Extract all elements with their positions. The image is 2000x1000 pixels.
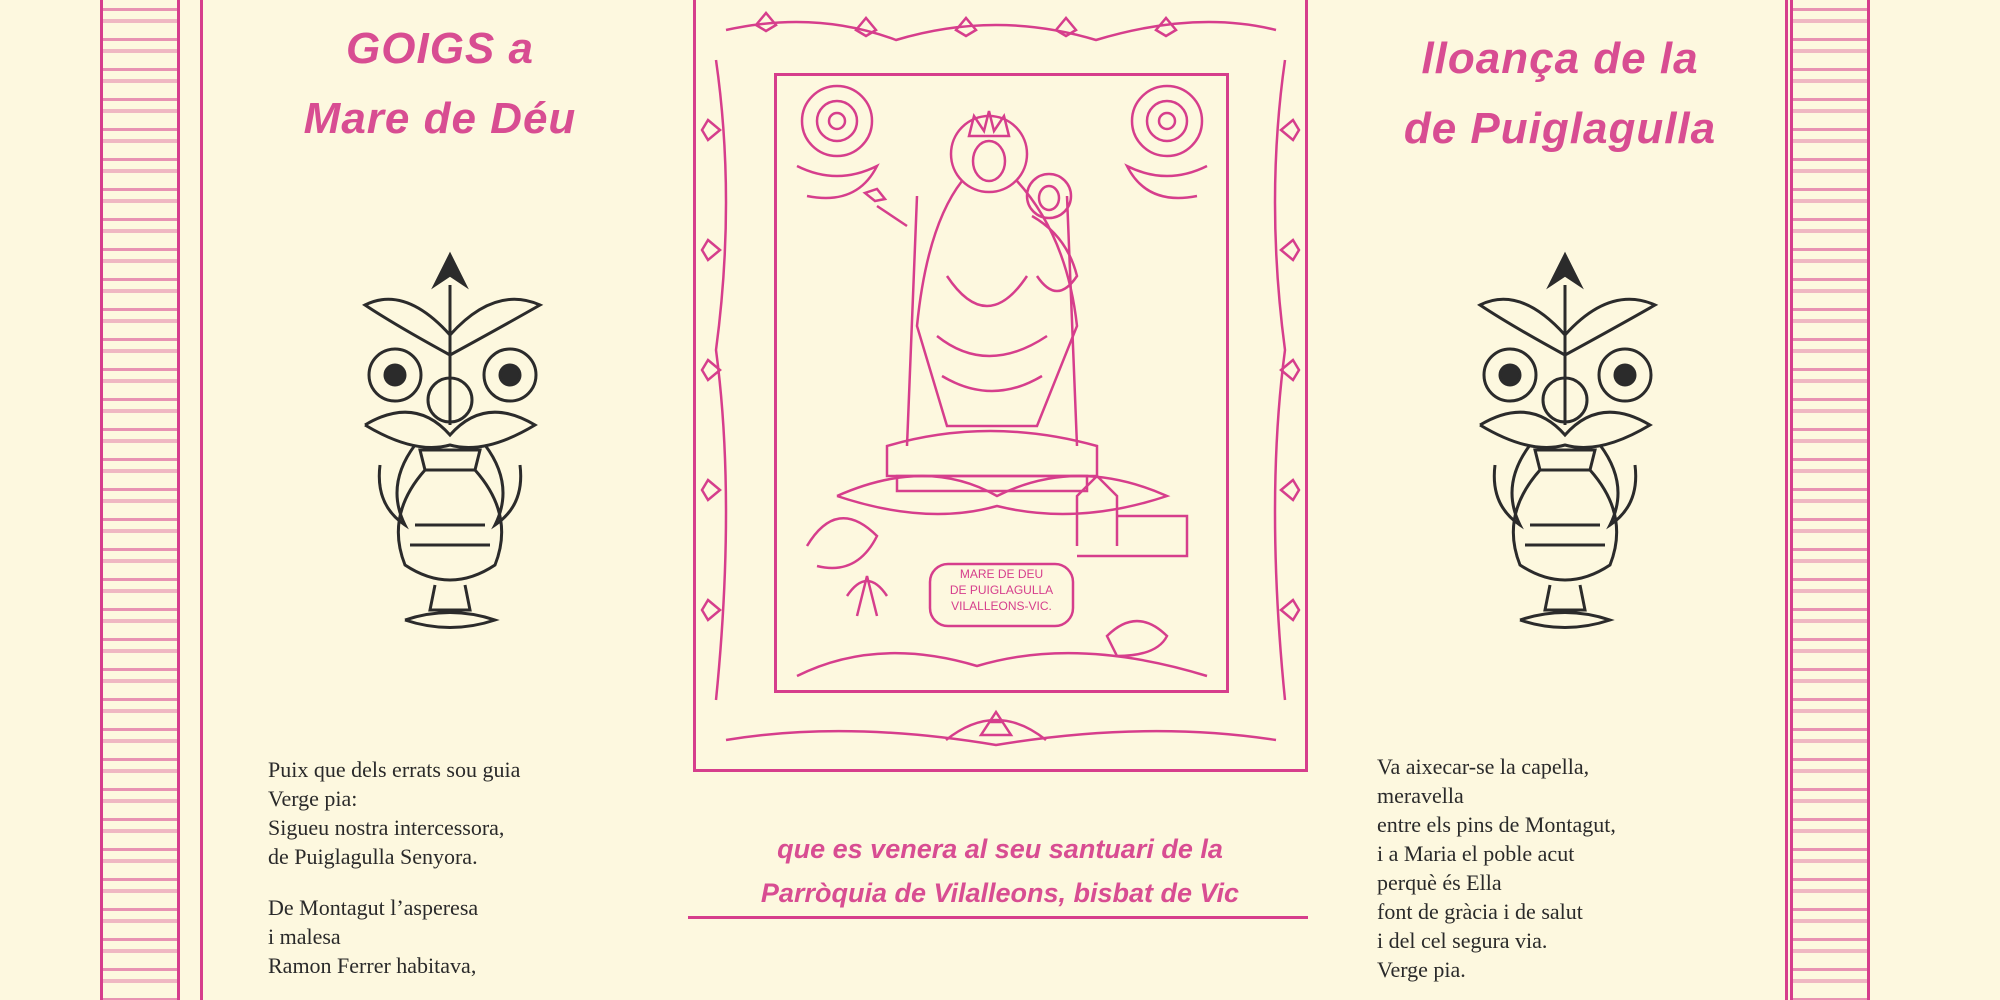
cartouche-label <box>930 566 1073 614</box>
heading-right-line2: de Puiglagulla <box>1403 104 1717 153</box>
subtitle-line2: Parròquia de Vilalleons, bisbat de Vic <box>760 878 1240 908</box>
verse-left <box>268 755 520 980</box>
flower-vase-left-icon <box>325 225 575 665</box>
verse-line: Puix que dels errats sou guia <box>268 757 521 782</box>
verse-right <box>1377 752 1616 984</box>
heading-right <box>1340 24 1780 164</box>
verse-line: font de gràcia i de salut <box>1377 899 1583 924</box>
verse-line: meravella <box>1377 783 1464 808</box>
verse-line: entre els pins de Montagut, <box>1377 812 1616 837</box>
cartouche-line1: MARE DE DEU <box>959 567 1044 581</box>
verse-line: Sigueu nostra intercessora, <box>268 815 505 840</box>
stanza-gap <box>268 871 520 893</box>
left-ornamental-border <box>100 0 180 1000</box>
verse-line: i a Maria el poble acut <box>1377 841 1575 866</box>
heading-left-line2: Mare de Déu <box>303 94 577 143</box>
flower-vase-right-icon <box>1440 225 1690 665</box>
heading-right-line1: lloança de la <box>1421 34 1699 83</box>
heading-left-line1: GOIGS a <box>346 24 534 73</box>
verse-line: i del cel segura via. <box>1377 928 1548 953</box>
left-border-rule <box>200 0 203 1000</box>
right-ornamental-border <box>1790 0 1870 1000</box>
right-border-rule <box>1785 0 1788 1000</box>
cartouche-line2: DE PUIGLAGULLA <box>949 583 1054 597</box>
subtitle-line1: que es venera al seu santuari de la <box>777 834 1223 864</box>
verse-line: Ramon Ferrer habitava, <box>268 953 477 978</box>
verse-line: Verge pia. <box>1377 957 1466 982</box>
verse-line: perquè és Ella <box>1377 870 1502 895</box>
heading-left <box>220 14 660 154</box>
cartouche-line3: VILALLEONS-VIC. <box>951 599 1052 613</box>
verse-line: De Montagut l’asperesa <box>268 895 479 920</box>
verse-line: Verge pia: <box>268 786 358 811</box>
verse-line: Va aixecar-se la capella, <box>1377 754 1590 779</box>
subtitle-underline <box>688 916 1308 919</box>
verse-line: i malesa <box>268 924 341 949</box>
verse-line: de Puiglagulla Senyora. <box>268 844 478 869</box>
